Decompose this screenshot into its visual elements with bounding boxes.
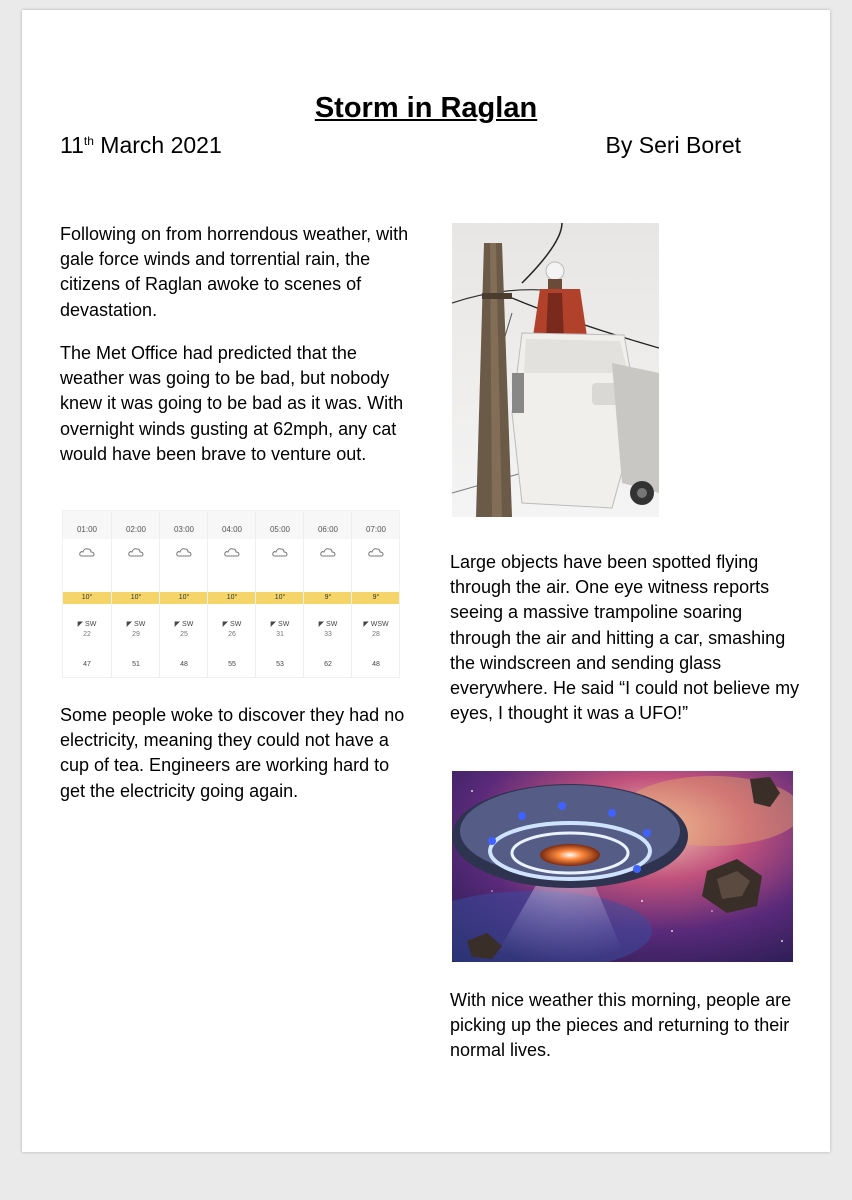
forecast-column (303, 511, 352, 677)
forecast-wind-gust: 62 (324, 661, 332, 668)
wind-arrow-icon: ◤ (222, 621, 229, 628)
forecast-temp: 10° (178, 594, 190, 601)
cloud-icon (368, 547, 384, 557)
forecast-wind-dir (63, 620, 111, 628)
forecast-wind-speed: 33 (324, 631, 332, 638)
forecast-wind-gust: 48 (372, 661, 380, 668)
paragraph-nice-weather: With nice weather this morning, people are picking up the pieces and returning to their normal lives. (450, 990, 792, 1061)
date-day: 11 (60, 132, 84, 158)
forecast-wind-dir (208, 620, 256, 628)
forecast-column (63, 511, 111, 677)
cloud-icon (79, 547, 95, 557)
article-date (60, 132, 222, 159)
cloud-icon (224, 547, 240, 557)
wind-arrow-icon: ◤ (318, 621, 325, 628)
forecast-temp: 10° (130, 594, 142, 601)
wind-direction: WSW (370, 621, 389, 628)
wind-direction: SW (278, 621, 290, 628)
forecast-temp: 9° (324, 594, 332, 601)
forecast-time: 05:00 (269, 525, 291, 534)
forecast-time: 03:00 (173, 525, 195, 534)
cloud-icon (320, 547, 336, 557)
cloud-icon (272, 547, 288, 557)
forecast-wind-dir (112, 620, 160, 628)
wind-arrow-icon: ◤ (270, 621, 277, 628)
wind-arrow-icon: ◤ (77, 621, 84, 628)
article-title: Storm in Raglan (314, 92, 538, 124)
forecast-wind-gust: 47 (83, 661, 91, 668)
forecast-wind-gust: 55 (228, 661, 236, 668)
engineer-on-pole-photo (452, 223, 659, 517)
forecast-column (255, 511, 304, 677)
wind-arrow-icon: ◤ (174, 621, 181, 628)
forecast-wind-speed: 28 (372, 631, 380, 638)
forecast-time: 06:00 (317, 525, 339, 534)
forecast-time: 04:00 (221, 525, 243, 534)
wind-direction: SW (134, 621, 146, 628)
article-byline: By Seri Boret (605, 132, 741, 158)
forecast-wind-speed: 31 (276, 631, 284, 638)
forecast-time: 01:00 (76, 525, 98, 534)
forecast-wind-gust: 53 (276, 661, 284, 668)
forecast-wind-speed: 29 (132, 631, 140, 638)
forecast-column (351, 511, 400, 677)
forecast-column (159, 511, 208, 677)
date-rest: March 2021 (93, 132, 222, 158)
forecast-temp: 10° (274, 594, 286, 601)
paragraph-flying-objects: Large objects have been spotted flying through the air. One eye witness reports seeing a massive trampoline soaring through the air and hitting a car, smashing the windscreen and sending glass everywhere. He said “I could not believe my eyes, I thought it was a UFO!” (450, 552, 800, 724)
forecast-wind-dir (256, 620, 304, 628)
ufo-in-space-photo (452, 771, 793, 962)
forecast-wind-speed: 22 (83, 631, 91, 638)
cloud-icon (176, 547, 192, 557)
wind-arrow-icon: ◤ (363, 621, 369, 628)
wind-arrow-icon: ◤ (126, 621, 133, 628)
forecast-temp: 10° (226, 594, 238, 601)
forecast-wind-dir (304, 620, 352, 628)
document-page (22, 10, 830, 1152)
forecast-time: 02:00 (125, 525, 147, 534)
forecast-wind-dir (352, 620, 400, 628)
paragraph-met-office: The Met Office had predicted that the weather was going to be bad, but nobody knew it was going to be bad as it was. With overnight winds gusting at 62mph, any cat would have been brave to venture out. (60, 343, 404, 464)
wind-direction: SW (326, 621, 338, 628)
cloud-icon (128, 547, 144, 557)
paragraph-intro: Following on from horrendous weather, with gale force winds and torrential rain, the citizens of Raglan awoke to scenes of devastation. (60, 224, 409, 320)
forecast-table (62, 510, 400, 678)
paragraph-electricity: Some people woke to discover they had no electricity, meaning they could not have a cup of tea. Engineers are working hard to get the electricity going again. (60, 705, 405, 801)
forecast-time: 07:00 (365, 525, 387, 534)
forecast-column (111, 511, 160, 677)
forecast-wind-gust: 51 (132, 661, 140, 668)
wind-direction: SW (85, 621, 97, 628)
forecast-wind-speed: 26 (228, 631, 236, 638)
forecast-wind-speed: 25 (180, 631, 188, 638)
forecast-column (207, 511, 256, 677)
forecast-temp: 9° (372, 594, 380, 601)
forecast-temp: 10° (81, 594, 93, 601)
forecast-wind-gust: 48 (180, 661, 188, 668)
wind-direction: SW (230, 621, 242, 628)
wind-direction: SW (182, 621, 194, 628)
date-suffix: th (83, 134, 94, 148)
forecast-wind-dir (160, 620, 208, 628)
